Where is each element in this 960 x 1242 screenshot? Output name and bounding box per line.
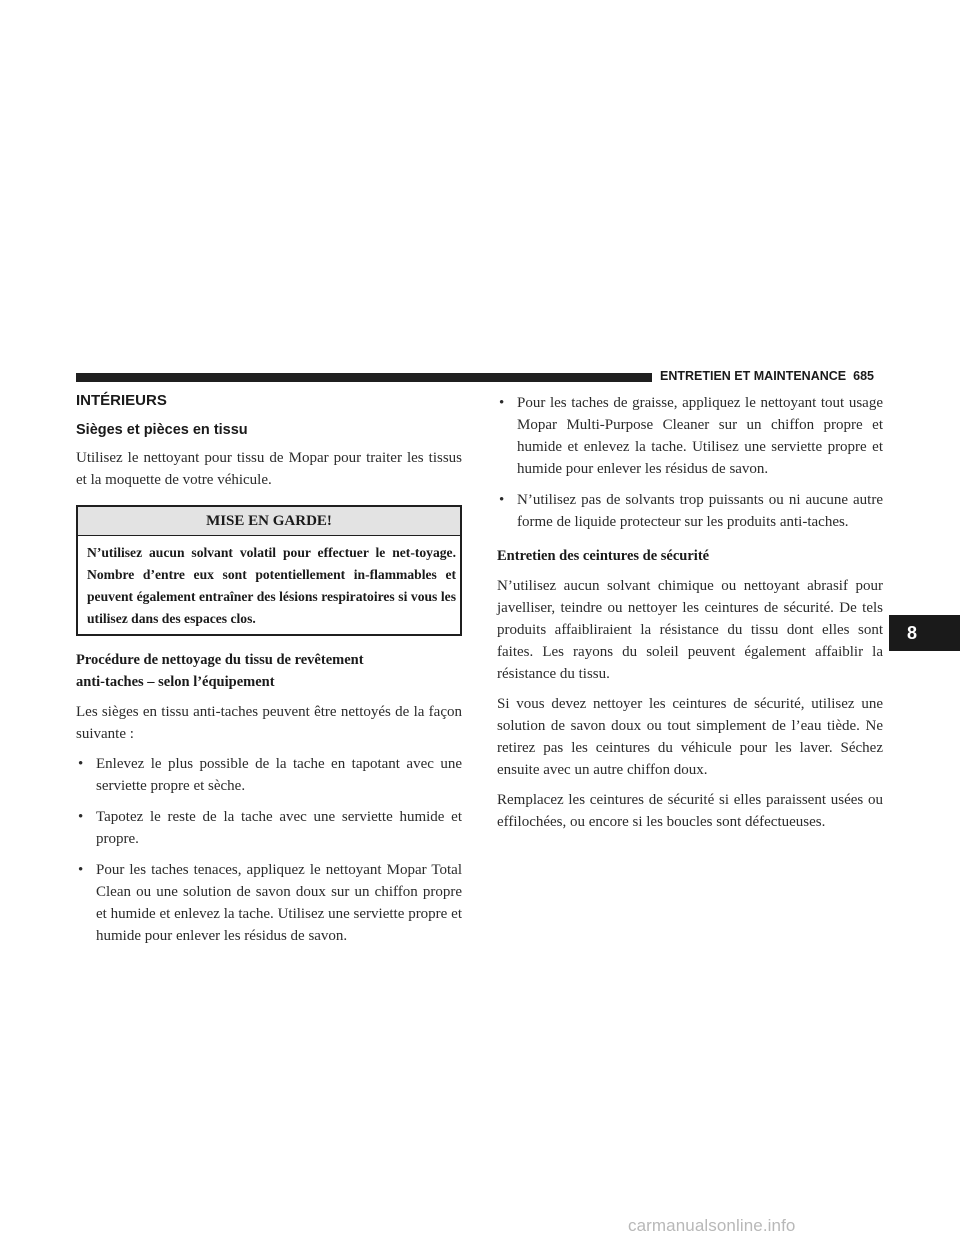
stain-bullet-list <box>497 392 883 533</box>
belts-paragraph-2: Si vous devez nettoyer les ceintures de sécurité, utilisez une solution de savon doux ou tout simplement de l’eau tiède. Ne retirez pas les ceintures du véhicule pour les laver. Séchez ensuite avec un autre chiffon doux. <box>497 696 883 778</box>
bullet-icon: • <box>78 809 84 825</box>
page-number: 685 <box>853 369 874 383</box>
procedure-heading-line1: Procédure de nettoyage du tissu de revêtement <box>76 652 364 668</box>
bullet-icon: • <box>78 756 84 772</box>
header-rule <box>76 373 652 382</box>
section-heading: INTÉRIEURS <box>76 392 167 409</box>
list-item: • Pour les taches tenaces, appliquez le nettoyant Mopar Total Clean ou une solution de savon doux sur un chiffon propre et humide et enlevez la tache. Utilisez une serviette propre et humide pour enlever les résidus de savon. <box>76 859 462 947</box>
right-column <box>497 392 883 841</box>
procedure-heading-line2: anti-taches – selon l’équipement <box>76 674 275 690</box>
list-item: • N’utilisez pas de solvants trop puissants ou ni aucune autre forme de liquide protecteur sur les produits anti-taches. <box>497 489 883 533</box>
bullet-icon: • <box>78 862 84 878</box>
bullet-icon: • <box>499 492 505 508</box>
procedure-bullet-list <box>76 753 462 947</box>
belts-paragraph-1: N’utilisez aucun solvant chimique ou nettoyant abrasif pour javelliser, teindre ou nettoyer les ceintures de sécurité. De tels produits affaibliraient la résistance du tissu dont elles sont faites. Les rayons du soleil peuvent également affaiblir la résistance du tissu. <box>497 578 883 682</box>
seat-belts-heading: Entretien des ceintures de sécurité <box>497 548 710 564</box>
warning-text: N’utilisez aucun solvant volatil pour effectuer le net-toyage. Nombre d’entre eux sont potentiellement in-flammables et peuvent également entraîner des lésions respiratoires si vous les utilisez dans des espaces clos. <box>87 545 456 626</box>
chapter-tab: 8 <box>889 615 960 651</box>
procedure-heading <box>76 649 462 693</box>
belts-paragraph-3: Remplacez les ceintures de sécurité si elles paraissent usées ou effilochées, ou encore si les boucles sont défectueuses. <box>497 792 883 830</box>
bullet-icon: • <box>499 395 505 411</box>
left-column <box>76 392 462 956</box>
warning-box <box>76 505 462 636</box>
intro-paragraph: Utilisez le nettoyant pour tissu de Mopar pour traiter les tissus et la moquette de votre véhicule. <box>76 450 462 488</box>
subsection-heading: Sièges et pièces en tissu <box>76 422 248 438</box>
list-item: • Tapotez le reste de la tache avec une serviette humide et propre. <box>76 806 462 850</box>
warning-title: MISE EN GARDE! <box>78 507 460 536</box>
list-item: • Pour les taches de graisse, appliquez le nettoyant tout usage Mopar Multi-Purpose Cleaner sur un chiffon propre et humide et enlevez la tache. Utilisez une serviette propre et humide pour enlever les résidus de savon. <box>497 392 883 480</box>
header-section-title: ENTRETIEN ET MAINTENANCE <box>660 369 847 383</box>
running-header <box>660 369 890 383</box>
watermark-text: carmanualsonline.info <box>628 1216 796 1235</box>
procedure-intro: Les sièges en tissu anti-taches peuvent être nettoyés de la façon suivante : <box>76 704 462 742</box>
list-item: • Enlevez le plus possible de la tache en tapotant avec une serviette propre et sèche. <box>76 753 462 797</box>
